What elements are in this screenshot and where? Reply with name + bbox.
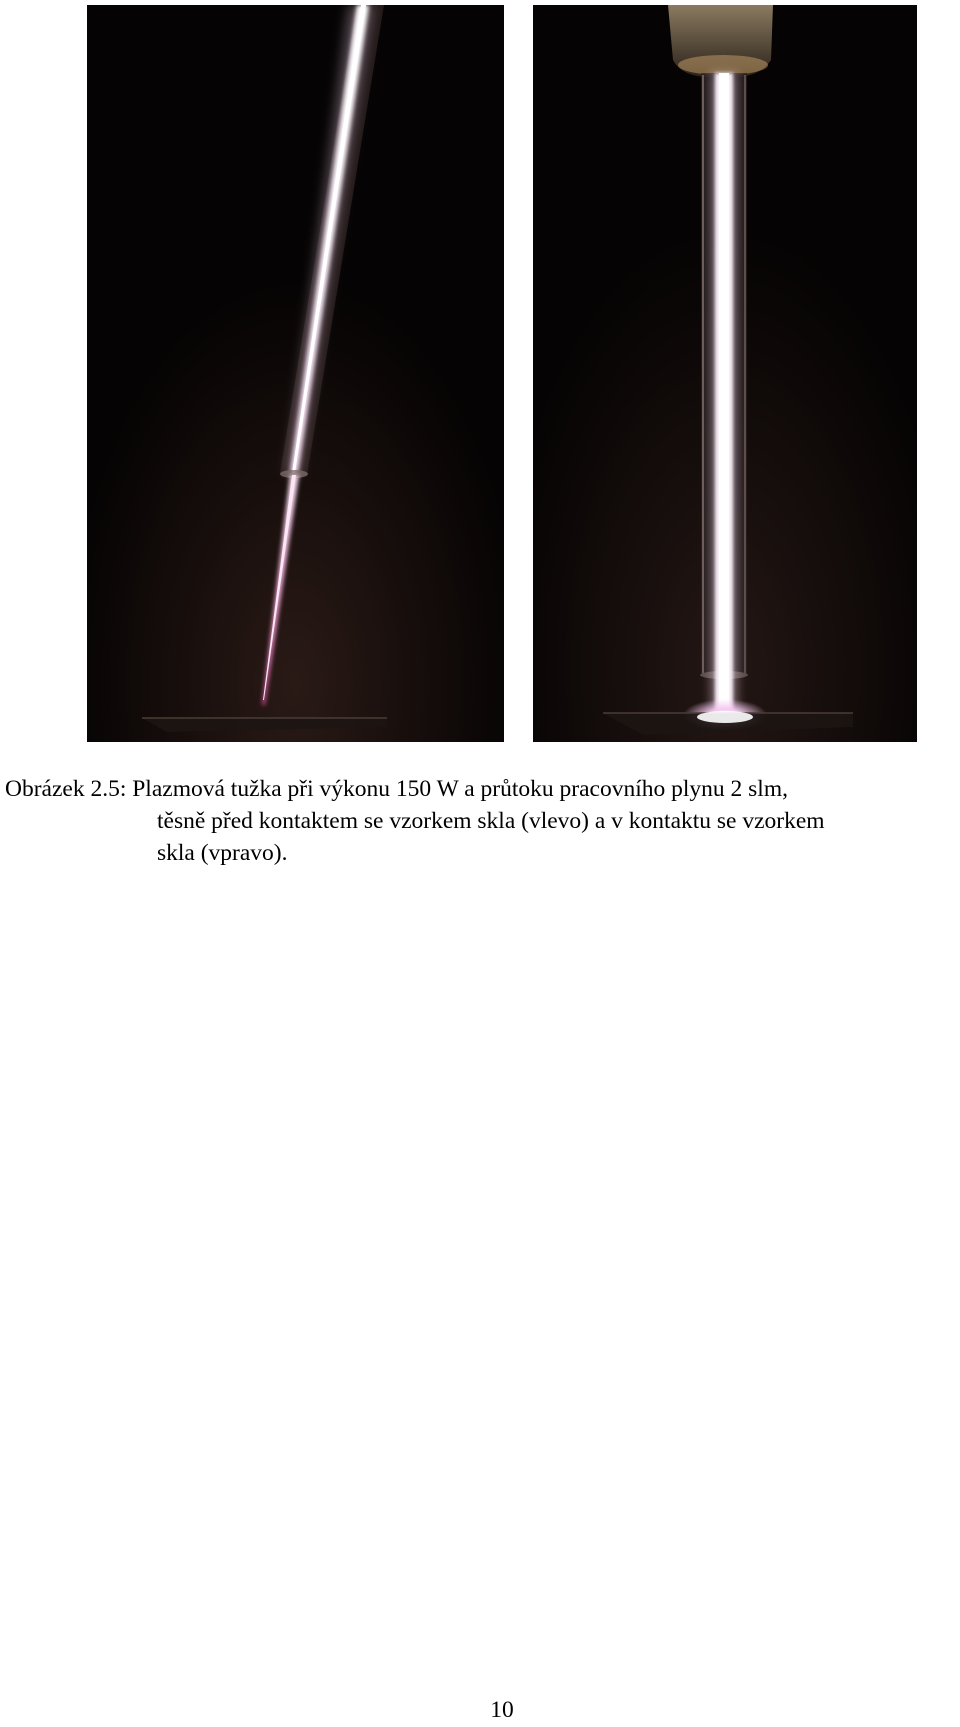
- plasma-jet-right-image: [533, 5, 917, 742]
- caption-line-1: Obrázek 2.5: Plazmová tužka při výkonu 150 W a průtoku pracovního plynu 2 slm,: [5, 776, 788, 802]
- plasma-jet-photo-left: [87, 5, 504, 742]
- caption-line-3: skla (vpravo).: [157, 840, 288, 866]
- figure-caption: [5, 773, 955, 869]
- plasma-jet-photo-right: [533, 5, 917, 742]
- caption-line-2: těsně před kontaktem se vzorkem skla (vlevo) a v kontaktu se vzorkem: [157, 808, 825, 834]
- plasma-jet-left-image: [87, 5, 504, 742]
- page-number: 10: [490, 1697, 514, 1723]
